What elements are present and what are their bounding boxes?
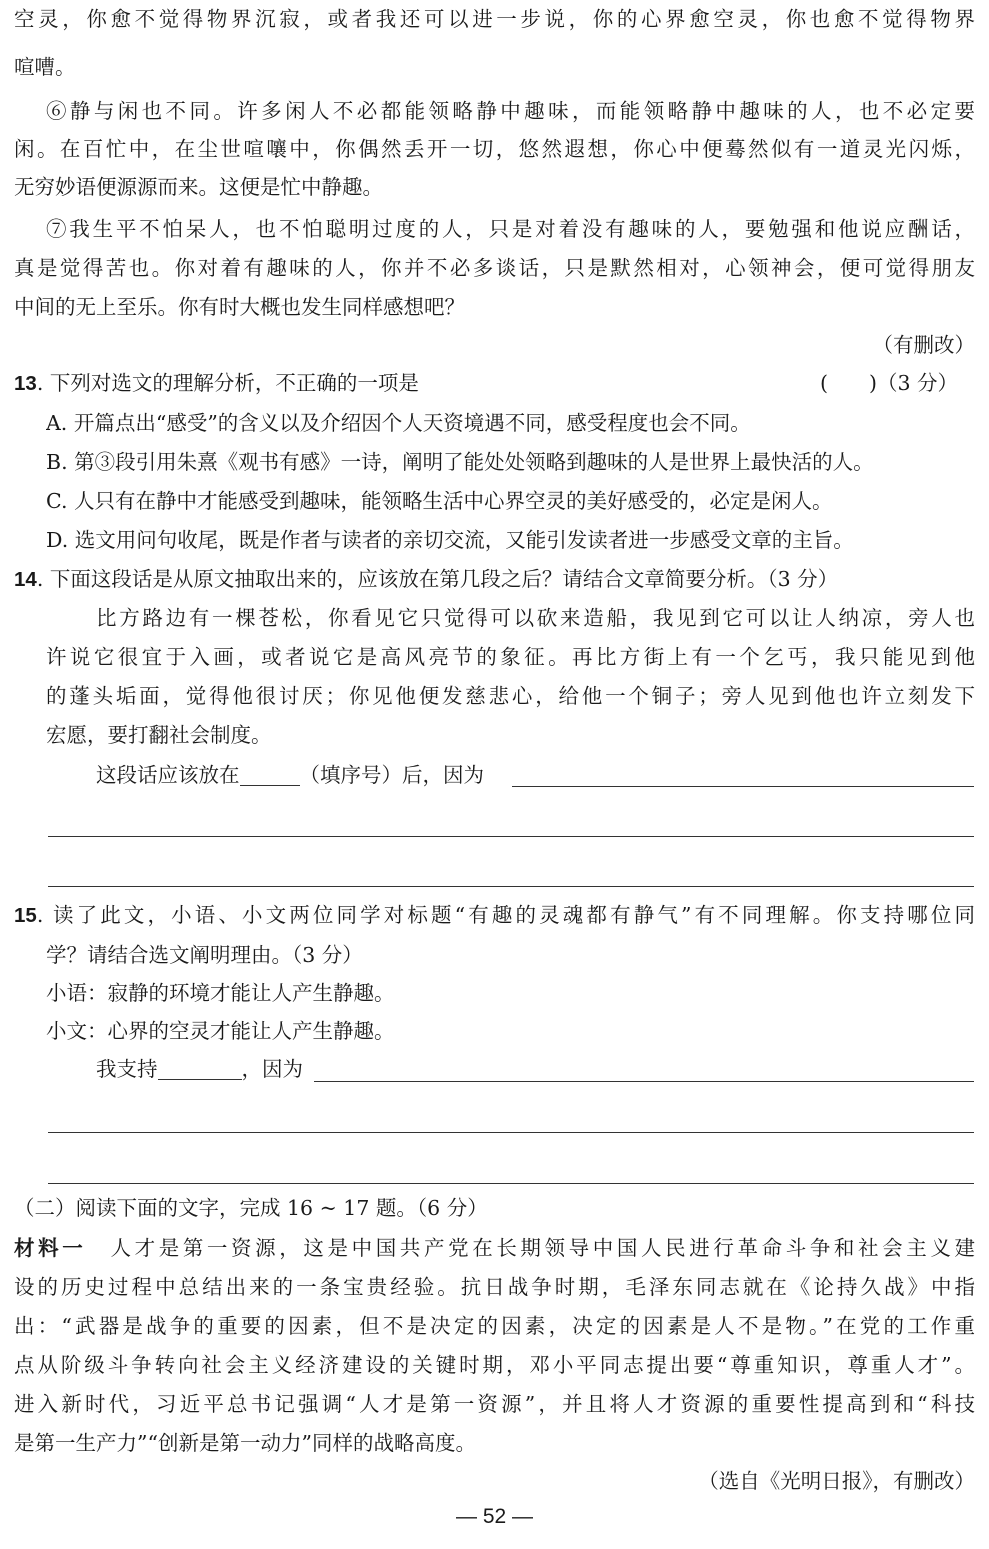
answer-rule[interactable] [48,886,974,887]
question-number: 15 [14,904,37,927]
paragraph-6-line: ⑥静与闲也不同。许多闲人不必都能领略静中趣味，而能领略静中趣味的人，也不必定要 [46,99,975,123]
answer-rule[interactable] [48,1183,974,1184]
material-line: 进入新时代，习近平总书记强调“人才是第一资源”，并且将人才资源的重要性提高到和“科技 [14,1392,975,1416]
answer-line-15 [96,1054,975,1084]
section-heading: （二）阅读下面的文字，完成 16 ~ 17 题。（6 分） [14,1196,488,1220]
excerpt-line: 比方路边有一棵苍松，你看见它只觉得可以砍来造船，我见到它可以让人纳凉，旁人也 [96,606,975,630]
passage-line: 喧嘈。 [14,55,76,79]
viewpoint-xiaowen: 小文：心界的空灵才能让人产生静趣。 [46,1019,395,1043]
question-14-stem [14,564,975,595]
answer-middle: （填序号）后，因为 [299,763,484,787]
question-15-stem [14,900,975,931]
question-number: 13 [14,372,37,395]
answer-prefix: 我支持 [96,1057,158,1081]
viewpoint-xiaoyu: 小语：寂静的环境才能让人产生静趣。 [46,981,395,1005]
material-line: 设的历史过程中总结出来的一条宝贵经验。抗日战争时期，毛泽东同志就在《论持久战》中指 [14,1275,975,1299]
passage-source: （有删改） [872,333,975,357]
material-line: 是第一生产力”“创新是第一动力”同样的战略高度。 [14,1431,476,1455]
question-number: 14 [14,568,37,591]
material-label: 材料一 [14,1237,87,1260]
question-text: . 读了此文，小语、小文两位同学对标题“有趣的灵魂都有静气”有不同理解。你支持哪位同 [36,903,975,927]
option-d[interactable]: D. 选文用问句收尾，既是作者与读者的亲切交流，又能引发读者进一步感受文章的主旨。 [46,528,854,552]
paragraph-6-line: 无穷妙语便源源而来。这便是忙中静趣。 [14,175,383,199]
answer-rule[interactable] [48,1132,974,1133]
paragraph-7-line: 真是觉得苦也。你对着有趣味的人，你并不必多谈话，只是默然相对，心领神会，便可觉得朋友 [14,256,975,280]
question-text: . 下面这段话是从原文抽取出来的，应该放在第几段之后？请结合文章简要分析。（3 分） [36,567,839,591]
excerpt-line: 宏愿，要打翻社会制度。 [46,723,272,747]
material-text: 人才是第一资源，这是中国共产党在长期领导中国人民进行革命斗争和社会主义建 [86,1236,975,1260]
material-line: 出：“武器是战争的重要的因素，但不是决定的因素，决定的因素是人不是物。”在党的工作重 [14,1314,975,1338]
excerpt-line: 许说它很宜于入画，或者说它是高风亮节的象征。再比方街上有一个乞丐，我只能见到他 [46,645,975,669]
option-b[interactable]: B. 第③段引用朱熹《观书有感》一诗，阐明了能处处领略到趣味的人是世界上最快活的人。 [46,450,874,474]
material-line [14,1233,975,1264]
page-number: — 52 — [455,1505,534,1528]
answer-middle: ，因为 [241,1057,303,1081]
blank-choice[interactable] [158,1057,242,1080]
excerpt-line: 的蓬头垢面，觉得他很讨厌；你见他便发慈悲心，给他一个铜子；旁人见到他也许立刻发下 [46,684,975,708]
paragraph-6-line: 闲。在百忙中，在尘世喧嚷中，你偶然丢开一切，悠然遐想，你心中便蓦然似有一道灵光闪烁， [14,137,975,161]
material-line: 点从阶级斗争转向社会主义经济建设的关键时期，邓小平同志提出要“尊重知识，尊重人才”。 [14,1353,975,1377]
answer-rule[interactable] [512,786,974,787]
material-source: （选自《光明日报》，有删改） [698,1469,975,1493]
question-text: . 下列对选文的理解分析，不正确的一项是 [36,371,419,395]
answer-rule[interactable] [48,836,974,837]
option-a[interactable]: A. 开篇点出“感受”的含义以及介绍因个人天资境遇不同，感受程度也会不同。 [46,411,751,435]
answer-prefix: 这段话应该放在 [96,763,240,787]
blank-paragraph-number[interactable] [240,763,300,786]
option-c[interactable]: C. 人只有在静中才能感受到趣味，能领略生活中心界空灵的美好感受的，必定是闲人。 [46,489,833,513]
passage-line: 空灵，你愈不觉得物界沉寂，或者我还可以进一步说，你的心界愈空灵，你也愈不觉得物界 [14,7,975,31]
answer-paren[interactable]: ( )（3 分） [820,371,959,395]
paragraph-7-line: ⑦我生平不怕呆人，也不怕聪明过度的人，只是对着没有趣味的人，要勉强和他说应酬话， [46,217,975,241]
answer-rule[interactable] [314,1081,974,1082]
paragraph-7-line: 中间的无上至乐。你有时大概也发生同样感想吧？ [14,295,465,319]
question-15-stem-cont: 学？请结合选文阐明理由。（3 分） [46,943,363,967]
